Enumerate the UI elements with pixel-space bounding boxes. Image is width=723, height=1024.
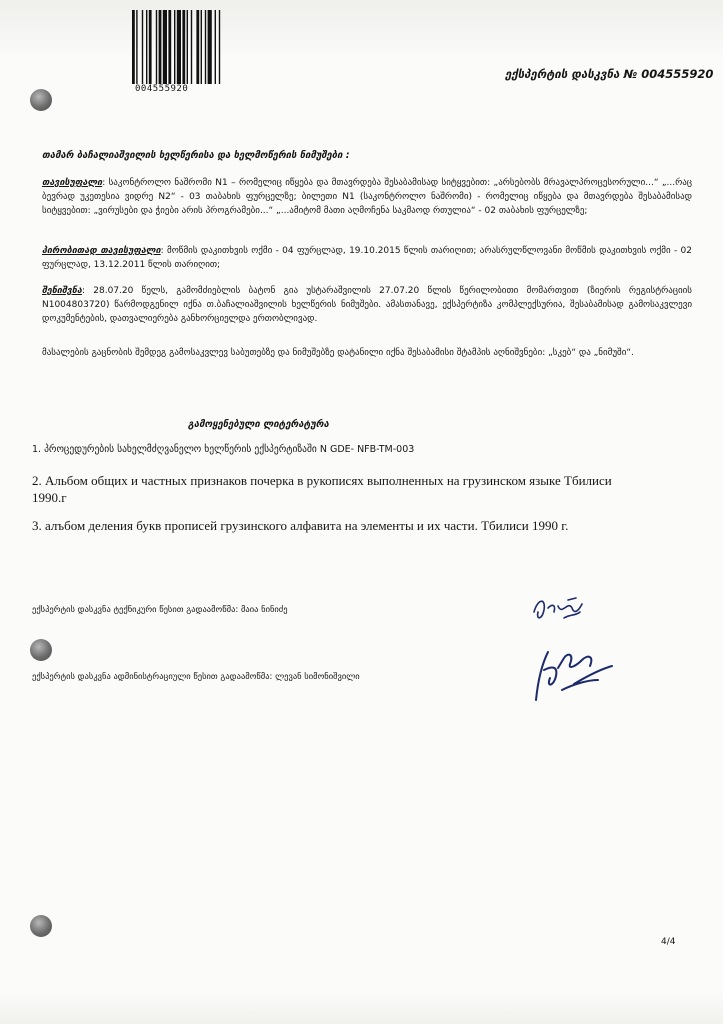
technical-reviewer-line: ექსპერტის დასკვნა ტექნიკური წესით გადაამოწმა: მაია ნინიძე [32, 605, 288, 615]
conclusion-reference: ექსპერტის დასკვნა № 004555920 [505, 67, 714, 81]
barcode [130, 10, 270, 84]
literature-item: 2. Альбом общих и частных признаков почерка в рукописях выполненных на грузинском языке Тбилиси 1990.г [32, 473, 612, 505]
paragraph-text: : 28.07.20 წელს, გამომძიებლის ბატონ გია უსტარაშვილის 27.07.20 წლის წერილობითი მომართვით (ზიერის რეგისტრაციის N1004803720) წარმოდგენილ იქნა თ.ბაჩალიაშვილის ხელწერის ნიმუშები. ამასთანავე, ექსპერტიზა კომპლექსურია, შესაბამისად გამოსაკვლევი დოკუმენტების, დათვალიერება განხორციელდა ერთობლივად. [42, 286, 692, 324]
barcode-number: 004555920 [135, 84, 189, 94]
paragraph-conditional-samples [42, 244, 692, 272]
paragraph-stamps [42, 346, 692, 360]
paragraph-note [42, 284, 692, 326]
paragraph-term: პირობითად თავისუფალი [42, 246, 161, 256]
handwritten-signature [528, 590, 598, 630]
handwritten-signature [528, 640, 618, 705]
paragraph-text: : საკონტროლო ნაშრომი N1 – რომელიც იწყება და მთავრდება შესაბამისად სიტყვებით: „არსებობს მრავალპროცესორული...“ „...რაც ბევრად უკეთესია ვიდრე N2“ - 03 თაბახის ფურცელზე; ბილეთი N1 (საკონტროლო ნაშრომი) - რომელიც იწყება და მთავრდება შესაბამისად სიტყვებით: „ვირუსები და ჭიები არის პროგრამები...“ „...ამიტომ მათი აღმოჩენა საკმაოდ რთულია“ - 02 თაბახის ფურცელზე; [42, 178, 692, 216]
literature-heading: გამოყენებული ლიტერატურა [188, 419, 329, 430]
paragraph-term: შენიშვნა [42, 286, 82, 296]
punch-hole [30, 915, 52, 937]
section-title: თამარ ბაჩალიაშვილის ხელწერისა და ხელმოწერის ნიმუშები : [42, 150, 350, 161]
paragraph-text: : მოწმის დაკითხვის ოქმი - 04 ფურცლად, 19.10.2015 წლის თარიღით; არასრულწლოვანი მოწმის დაკითხვის ოქმი - 02 ფურცლად, 13.12.2011 წლის თარიღით; [42, 246, 692, 270]
paragraph-term: თავისუფალი [42, 178, 103, 188]
literature-item: 1. პროცედურების სახელმძღვანელო ხელწერის ექსპერტიზაში N GDE- NFB-TM-003 [32, 444, 415, 455]
paragraph-free-samples [42, 176, 692, 218]
literature-item: 3. алъбом деления букв прописей грузинского алфавита на элементы и их части. Тбилиси 1990 г. [32, 518, 569, 533]
page-number: 4/4 [661, 937, 676, 947]
punch-hole [30, 89, 52, 111]
paragraph-text: მასალების გაცნობის შემდეგ გამოსაკვლევ საბუთებზე და ნიმუშებზე დატანილი იქნა შესაბამისი შტამპის აღნიშვნები: „სკებ“ და „ნიმუში“. [42, 348, 634, 358]
punch-hole [30, 639, 52, 661]
administrative-reviewer-line: ექსპერტის დასკვნა ადმინისტრაციული წესით გადაამოწმა: ლევან სიმონიშვილი [32, 672, 360, 682]
